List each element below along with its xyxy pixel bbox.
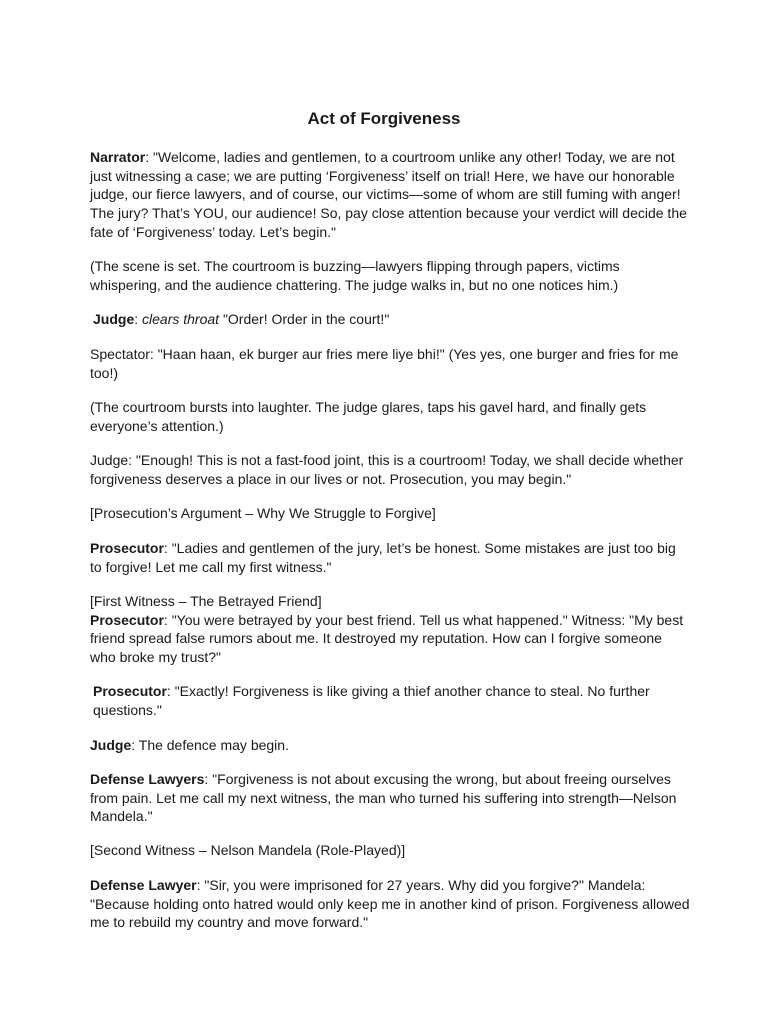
speaker-name: Defense Lawyers: [90, 771, 205, 787]
paragraph-text: : "Ladies and gentlemen of the jury, let’s be honest. Some mistakes are just too big to forgive! Let me call my first witness.": [90, 540, 676, 575]
stage-direction-laughter: [90, 398, 690, 435]
paragraph-text: : "Sir, you were imprisoned for 27 years. Why did you forgive?" Mandela: "Because holding onto hatred would only keep me in another kind of prison. Forgiveness allowed me to rebuild my country and move forward.": [90, 877, 690, 931]
narrator-paragraph: [90, 148, 690, 242]
defense-opening-paragraph: [90, 770, 690, 826]
speaker-name: Prosecutor: [93, 683, 167, 699]
stage-direction-scene: [90, 257, 690, 294]
speaker-name: Narrator: [90, 149, 146, 165]
paragraph-text: : The defence may begin.: [131, 737, 289, 753]
paragraph-text: [Second Witness – Nelson Mandela (Role-Played)]: [90, 842, 406, 858]
speaker-name: Prosecutor: [90, 611, 164, 628]
first-witness-paragraph: [90, 592, 690, 667]
paragraph-text: Judge: "Enough! This is not a fast-food joint, this is a courtroom! Today, we shall decide whether forgiveness deserves a place in our lives or not. Prosecution, you may begin.": [90, 452, 684, 487]
paragraph-text: : "Forgiveness is not about excusing the wrong, but about freeing ourselves from pain. Let me call my next witness, the man who turned his suffering into strength—Nelson Mandela.": [90, 771, 677, 825]
colon-text: :: [134, 311, 143, 327]
speaker-name: Judge: [93, 311, 135, 327]
section-heading-second-witness: [90, 841, 690, 860]
paragraph-text: : "Exactly! Forgiveness is like giving a thief another chance to steal. No further questions.": [93, 683, 650, 718]
speaker-name: Prosecutor: [90, 540, 164, 556]
document-title: Act of Forgiveness: [307, 109, 461, 128]
stage-direction: clears throat: [142, 311, 220, 327]
speaker-name: Defense Lawyer: [90, 877, 197, 893]
judge-order-paragraph: [93, 310, 693, 329]
paragraph-text: "Order! Order in the court!": [219, 311, 390, 327]
paragraph-text: Spectator: "Haan haan, ek burger aur fries mere liye bhi!" (Yes yes, one burger and fries for me too!): [90, 346, 679, 381]
paragraph-text: (The courtroom bursts into laughter. The judge glares, taps his gavel hard, and finally gets everyone’s attention.): [90, 399, 647, 434]
section-heading: [First Witness – The Betrayed Friend]: [90, 593, 322, 609]
prosecutor-opening-paragraph: [90, 539, 690, 576]
prosecutor-closing-paragraph: [93, 682, 693, 719]
speaker-name: Judge: [90, 737, 132, 753]
paragraph-text: : "You were betrayed by your best friend. Tell us what happened." Witness: "My best friend spread false rumors about me. It destroyed my reputation. How can I forgive someone who broke my trust?": [90, 611, 684, 666]
judge-enough-paragraph: [90, 451, 690, 488]
defense-mandela-paragraph: [90, 876, 690, 932]
spectator-paragraph: [90, 345, 690, 382]
paragraph-text: : "Welcome, ladies and gentlemen, to a courtroom unlike any other! Today, we are not just witnessing a case; we are putting ‘Forgiveness’ itself on trial! Here, we have our honorable judge, our fierce lawyers, and of course, our victims—some of whom are still fuming with anger! The jury? That’s YOU, our audience! So, pay close attention because your verdict will decide the fate of ‘Forgiveness’ today. Let’s begin.": [90, 149, 687, 240]
judge-defence-paragraph: [90, 736, 690, 755]
paragraph-text: (The scene is set. The courtroom is buzzing—lawyers flipping through papers, victims whispering, and the audience chattering. The judge walks in, but no one notices him.): [90, 258, 620, 293]
section-heading-prosecution: [90, 504, 690, 523]
paragraph-text: [Prosecution’s Argument – Why We Struggle to Forgive]: [90, 505, 436, 521]
